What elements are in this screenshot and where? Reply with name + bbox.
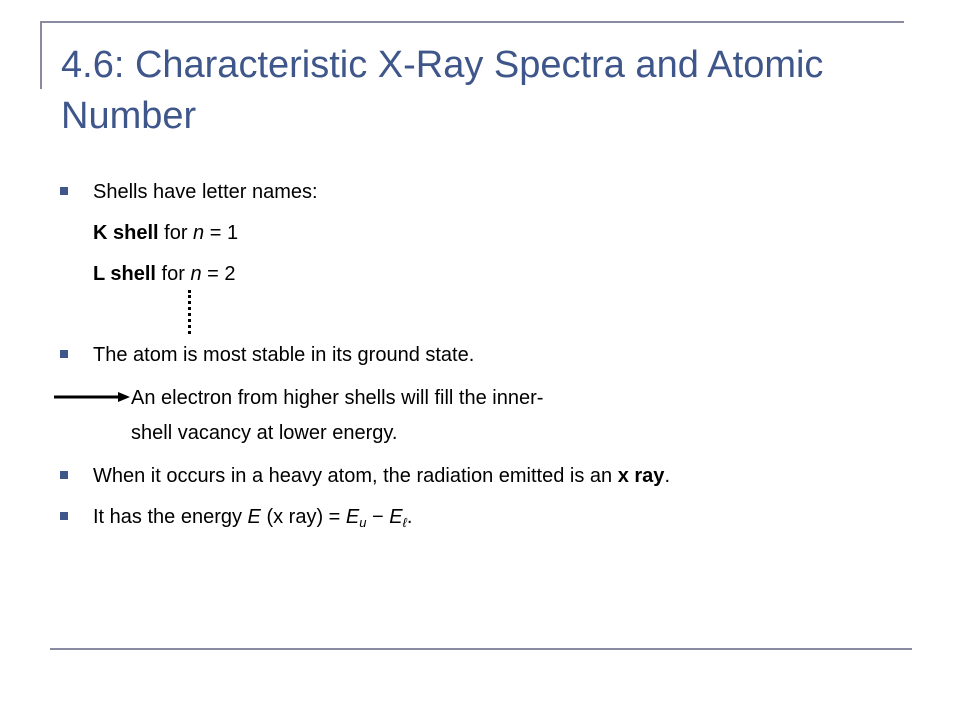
x-ray-period: . bbox=[664, 465, 670, 487]
bullet-shell-names: Shells have letter names: bbox=[93, 181, 318, 203]
bottom-rule bbox=[50, 648, 912, 650]
k-shell-label: K shell bbox=[93, 222, 159, 244]
k-shell-line bbox=[93, 221, 238, 245]
energy-lower-subscript: ℓ bbox=[402, 515, 407, 530]
bullet-marker bbox=[60, 187, 68, 195]
arrow-text-line1: An electron from higher shells will fill the inner- bbox=[131, 387, 544, 409]
bullet-x-ray bbox=[93, 464, 670, 488]
bullet-marker bbox=[60, 350, 68, 358]
energy-mid: (x ray) = bbox=[260, 506, 346, 528]
l-shell-for: for bbox=[156, 263, 191, 285]
energy-minus: − bbox=[366, 506, 390, 528]
l-shell-label: L shell bbox=[93, 263, 156, 285]
k-shell-value: = 1 bbox=[204, 222, 239, 244]
l-shell-line bbox=[93, 262, 236, 286]
energy-lower-symbol: E bbox=[389, 506, 403, 528]
l-shell-n: n bbox=[190, 263, 202, 285]
energy-upper-subscript: u bbox=[359, 515, 367, 530]
k-shell-n: n bbox=[193, 222, 205, 244]
left-rule bbox=[40, 21, 42, 89]
l-shell-value: = 2 bbox=[201, 263, 236, 285]
energy-symbol: E bbox=[247, 506, 261, 528]
slide-title: 4.6: Characteristic X-Ray Spectra and Atomic Number bbox=[61, 44, 824, 137]
bullet-marker bbox=[60, 512, 68, 520]
x-ray-text: When it occurs in a heavy atom, the radiation emitted is an bbox=[93, 465, 618, 487]
right-arrow-icon bbox=[54, 390, 130, 404]
arrow-text-line2: shell vacancy at lower energy. bbox=[131, 422, 398, 444]
top-rule bbox=[40, 21, 904, 23]
energy-prefix: It has the energy bbox=[93, 506, 248, 528]
ellipsis-dots bbox=[188, 290, 191, 334]
energy-period: . bbox=[406, 506, 413, 528]
x-ray-term: x ray bbox=[617, 465, 665, 487]
bullet-marker bbox=[60, 471, 68, 479]
energy-upper-symbol: E bbox=[345, 506, 360, 528]
k-shell-for: for bbox=[158, 222, 194, 244]
bullet-ground-state: The atom is most stable in its ground state. bbox=[93, 344, 475, 366]
bullet-energy bbox=[93, 505, 412, 529]
